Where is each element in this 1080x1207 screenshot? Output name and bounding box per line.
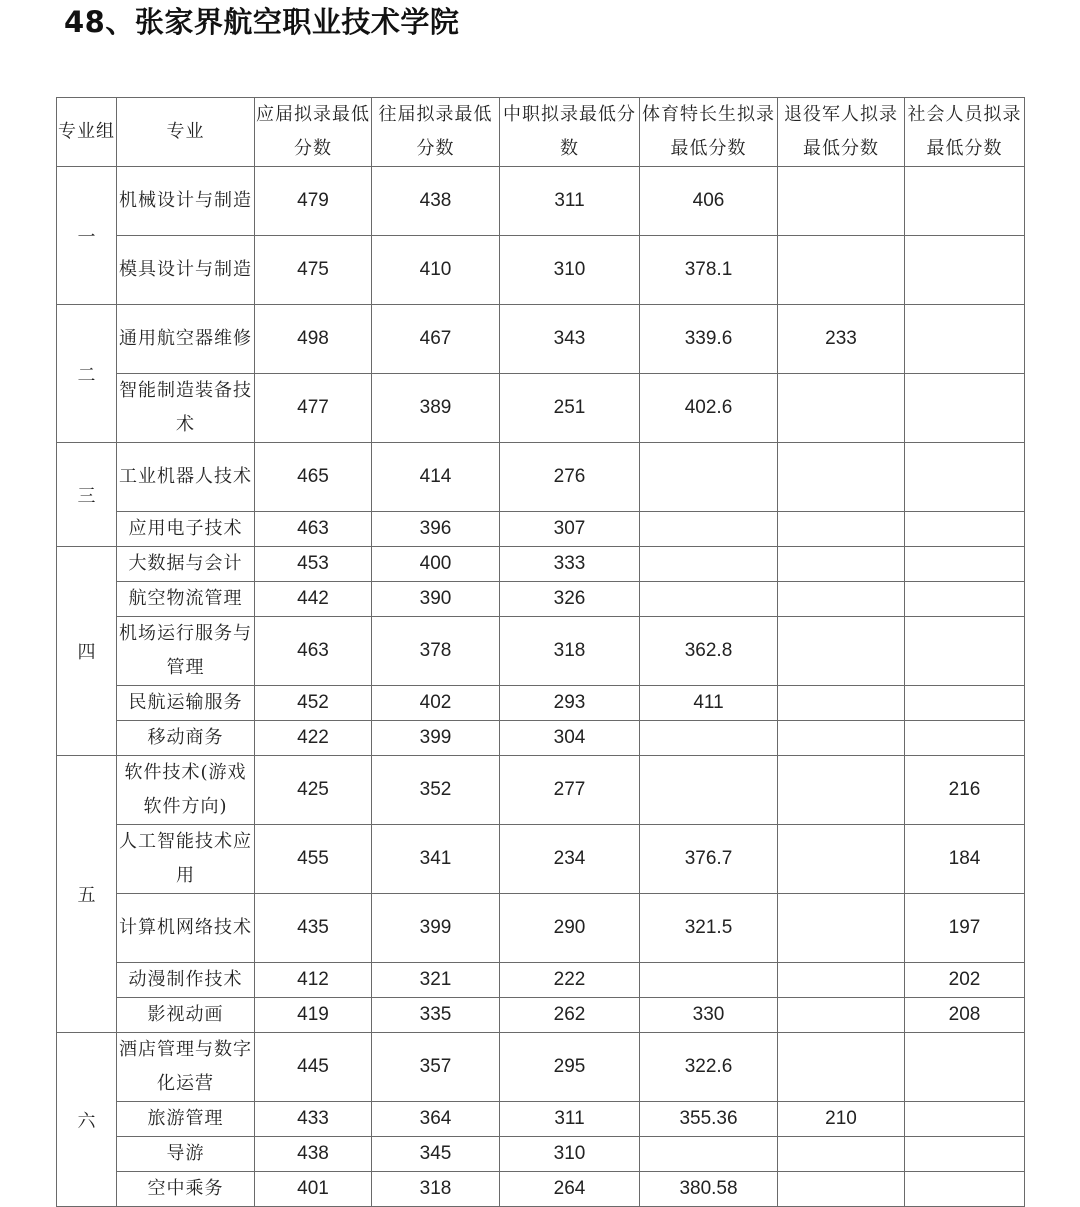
previous-cell: 399 [372,721,500,756]
social-cell [905,1033,1025,1102]
vocational-cell: 276 [500,443,640,512]
major-cell: 动漫制作技术 [117,963,255,998]
veteran-cell [778,443,905,512]
previous-cell: 438 [372,167,500,236]
social-cell: 202 [905,963,1025,998]
sports-cell: 330 [640,998,778,1033]
fresh-cell: 445 [255,1033,372,1102]
sports-cell: 378.1 [640,236,778,305]
social-cell [905,547,1025,582]
fresh-cell: 438 [255,1137,372,1172]
sports-cell [640,547,778,582]
vocational-cell: 262 [500,998,640,1033]
fresh-cell: 479 [255,167,372,236]
vocational-cell: 318 [500,617,640,686]
vocational-cell: 304 [500,721,640,756]
social-cell: 216 [905,756,1025,825]
social-cell: 208 [905,998,1025,1033]
veteran-cell [778,756,905,825]
sports-cell [640,582,778,617]
veteran-cell [778,167,905,236]
table-row [57,1172,1025,1207]
fresh-cell: 419 [255,998,372,1033]
social-cell [905,512,1025,547]
group-cell: 二 [57,305,117,443]
table-row [57,617,1025,686]
major-cell: 计算机网络技术 [117,894,255,963]
fresh-cell: 412 [255,963,372,998]
social-cell [905,374,1025,443]
sports-cell: 322.6 [640,1033,778,1102]
table-row [57,512,1025,547]
header-fresh: 应届拟录最低分数 [255,98,372,167]
fresh-cell: 475 [255,236,372,305]
table-row [57,998,1025,1033]
veteran-cell [778,617,905,686]
major-cell: 移动商务 [117,721,255,756]
previous-cell: 318 [372,1172,500,1207]
sports-cell: 362.8 [640,617,778,686]
major-cell: 模具设计与制造 [117,236,255,305]
sports-cell [640,963,778,998]
vocational-cell: 311 [500,167,640,236]
major-cell: 通用航空器维修 [117,305,255,374]
table-row [57,894,1025,963]
sports-cell: 321.5 [640,894,778,963]
group-cell: 五 [57,756,117,1033]
vocational-cell: 222 [500,963,640,998]
major-cell: 机场运行服务与管理 [117,617,255,686]
major-cell: 智能制造装备技术 [117,374,255,443]
previous-cell: 357 [372,1033,500,1102]
veteran-cell [778,1033,905,1102]
table-row [57,963,1025,998]
previous-cell: 396 [372,512,500,547]
major-cell: 航空物流管理 [117,582,255,617]
social-cell [905,167,1025,236]
table-row [57,686,1025,721]
vocational-cell: 251 [500,374,640,443]
major-cell: 软件技术(游戏软件方向) [117,756,255,825]
fresh-cell: 422 [255,721,372,756]
veteran-cell [778,547,905,582]
veteran-cell [778,686,905,721]
fresh-cell: 433 [255,1102,372,1137]
admission-score-table [56,97,1025,1207]
previous-cell: 378 [372,617,500,686]
previous-cell: 345 [372,1137,500,1172]
vocational-cell: 307 [500,512,640,547]
vocational-cell: 293 [500,686,640,721]
social-cell [905,686,1025,721]
major-cell: 工业机器人技术 [117,443,255,512]
table-row [57,236,1025,305]
header-veteran: 退役军人拟录最低分数 [778,98,905,167]
major-cell: 空中乘务 [117,1172,255,1207]
major-cell: 机械设计与制造 [117,167,255,236]
fresh-cell: 463 [255,617,372,686]
social-cell [905,1137,1025,1172]
social-cell: 184 [905,825,1025,894]
table-row [57,547,1025,582]
table-row [57,825,1025,894]
vocational-cell: 311 [500,1102,640,1137]
vocational-cell: 264 [500,1172,640,1207]
previous-cell: 414 [372,443,500,512]
sports-cell [640,512,778,547]
previous-cell: 341 [372,825,500,894]
sports-cell: 402.6 [640,374,778,443]
group-cell: 四 [57,547,117,756]
veteran-cell [778,963,905,998]
sports-cell: 380.58 [640,1172,778,1207]
social-cell [905,443,1025,512]
previous-cell: 321 [372,963,500,998]
veteran-cell [778,721,905,756]
previous-cell: 389 [372,374,500,443]
previous-cell: 335 [372,998,500,1033]
group-cell: 六 [57,1033,117,1207]
veteran-cell [778,1137,905,1172]
sports-cell: 406 [640,167,778,236]
vocational-cell: 310 [500,236,640,305]
header-group: 专业组 [57,98,117,167]
veteran-cell: 233 [778,305,905,374]
fresh-cell: 453 [255,547,372,582]
previous-cell: 400 [372,547,500,582]
sports-cell: 376.7 [640,825,778,894]
major-cell: 应用电子技术 [117,512,255,547]
veteran-cell [778,825,905,894]
sports-cell [640,756,778,825]
group-cell: 一 [57,167,117,305]
sports-cell: 339.6 [640,305,778,374]
social-cell [905,721,1025,756]
table-row [57,443,1025,512]
major-cell: 旅游管理 [117,1102,255,1137]
previous-cell: 390 [372,582,500,617]
major-cell: 导游 [117,1137,255,1172]
header-sports: 体育特长生拟录最低分数 [640,98,778,167]
major-cell: 影视动画 [117,998,255,1033]
previous-cell: 467 [372,305,500,374]
sports-cell [640,1137,778,1172]
social-cell [905,582,1025,617]
header-major: 专业 [117,98,255,167]
social-cell [905,236,1025,305]
table-row [57,305,1025,374]
group-cell: 三 [57,443,117,547]
veteran-cell: 210 [778,1102,905,1137]
table-row [57,582,1025,617]
veteran-cell [778,998,905,1033]
header-previous: 往届拟录最低分数 [372,98,500,167]
fresh-cell: 452 [255,686,372,721]
previous-cell: 352 [372,756,500,825]
page-title: 48、张家界航空职业技术学院 [64,5,460,39]
fresh-cell: 465 [255,443,372,512]
veteran-cell [778,894,905,963]
table-row [57,374,1025,443]
table-row [57,167,1025,236]
table-row [57,721,1025,756]
sports-cell [640,443,778,512]
fresh-cell: 498 [255,305,372,374]
fresh-cell: 442 [255,582,372,617]
previous-cell: 399 [372,894,500,963]
vocational-cell: 277 [500,756,640,825]
previous-cell: 410 [372,236,500,305]
table-row [57,1102,1025,1137]
vocational-cell: 295 [500,1033,640,1102]
vocational-cell: 234 [500,825,640,894]
fresh-cell: 435 [255,894,372,963]
social-cell: 197 [905,894,1025,963]
veteran-cell [778,512,905,547]
vocational-cell: 333 [500,547,640,582]
header-vocational: 中职拟录最低分数 [500,98,640,167]
table-row [57,756,1025,825]
social-cell [905,1172,1025,1207]
major-cell: 人工智能技术应用 [117,825,255,894]
sports-cell: 411 [640,686,778,721]
fresh-cell: 477 [255,374,372,443]
sports-cell [640,721,778,756]
social-cell [905,1102,1025,1137]
major-cell: 酒店管理与数字化运营 [117,1033,255,1102]
major-cell: 民航运输服务 [117,686,255,721]
social-cell [905,617,1025,686]
veteran-cell [778,236,905,305]
sports-cell: 355.36 [640,1102,778,1137]
vocational-cell: 290 [500,894,640,963]
fresh-cell: 425 [255,756,372,825]
major-cell: 大数据与会计 [117,547,255,582]
vocational-cell: 326 [500,582,640,617]
header-row [57,98,1025,167]
fresh-cell: 455 [255,825,372,894]
fresh-cell: 401 [255,1172,372,1207]
veteran-cell [778,1172,905,1207]
social-cell [905,305,1025,374]
vocational-cell: 310 [500,1137,640,1172]
fresh-cell: 463 [255,512,372,547]
header-social: 社会人员拟录最低分数 [905,98,1025,167]
vocational-cell: 343 [500,305,640,374]
previous-cell: 402 [372,686,500,721]
table-row [57,1137,1025,1172]
veteran-cell [778,374,905,443]
previous-cell: 364 [372,1102,500,1137]
table-row [57,1033,1025,1102]
veteran-cell [778,582,905,617]
